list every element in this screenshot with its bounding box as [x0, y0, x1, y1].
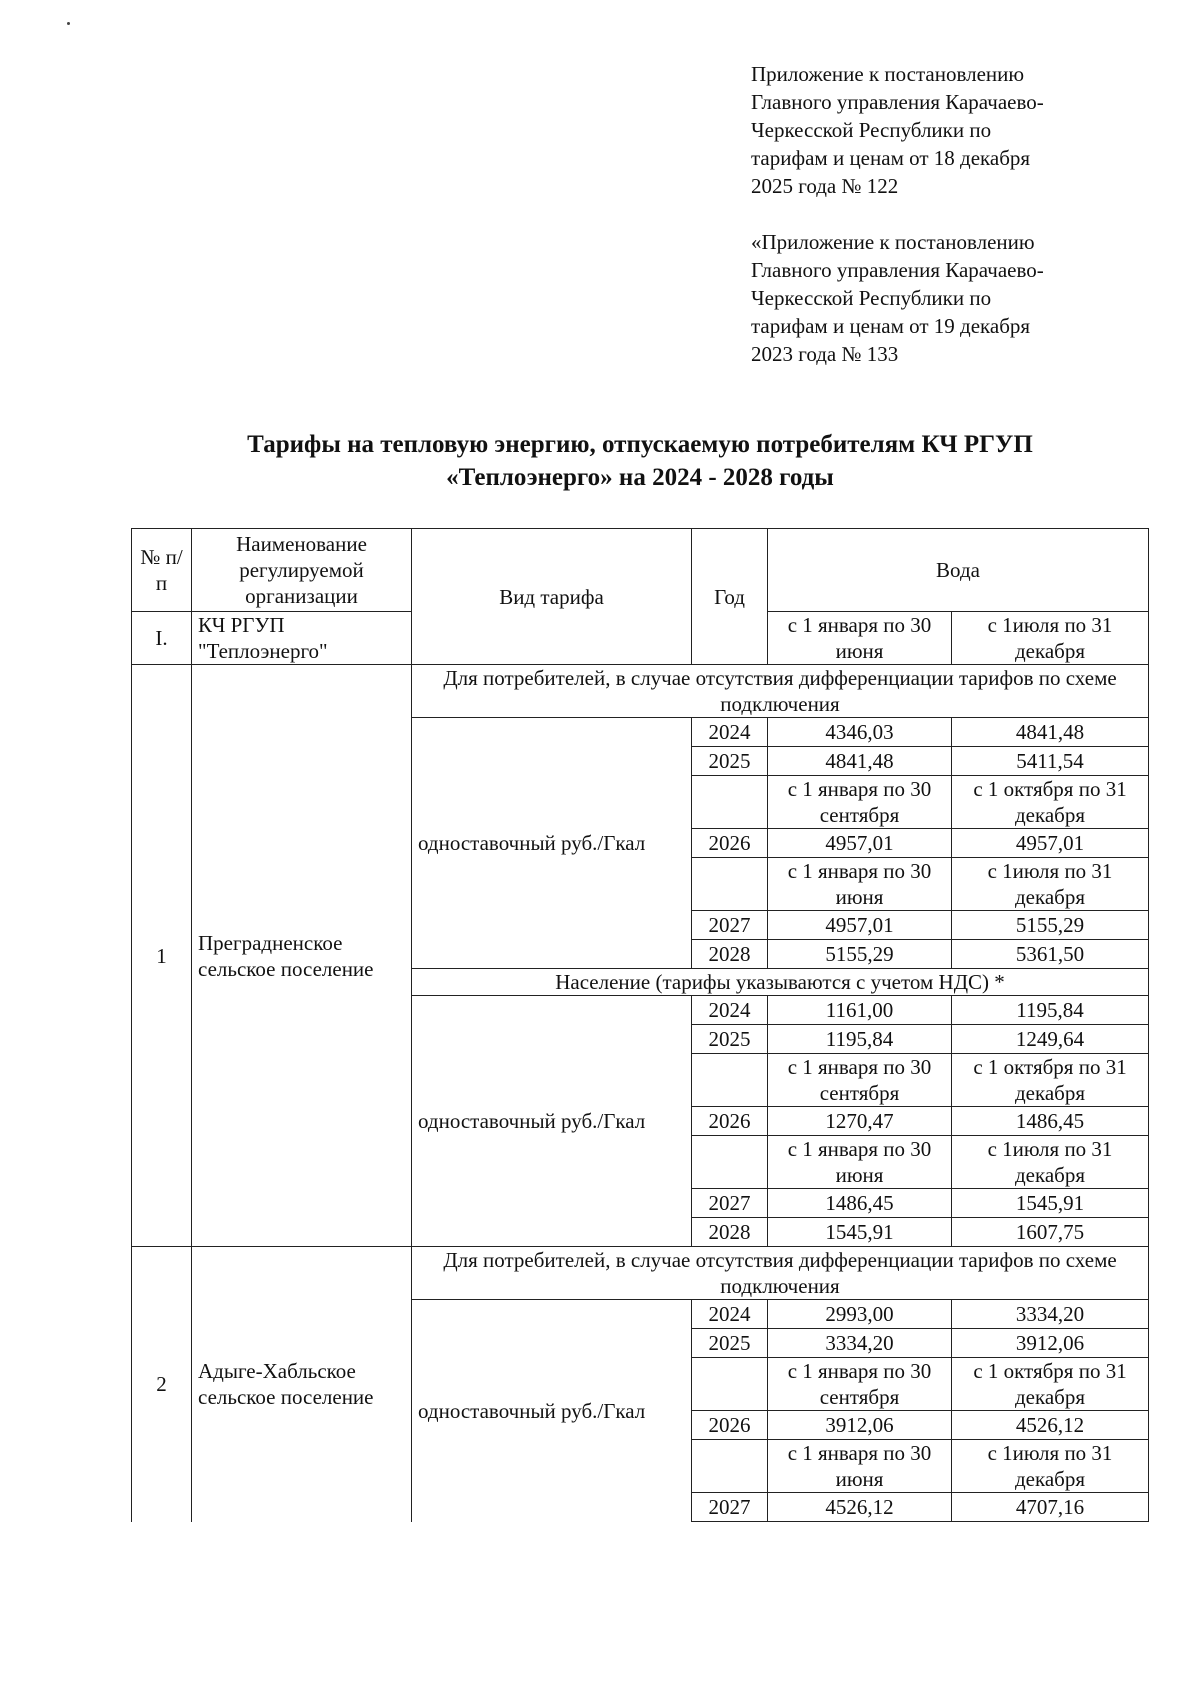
document-title [120, 428, 1160, 494]
header-year: Год [692, 529, 768, 665]
annex-line: Главного управления Карачаево- [751, 90, 1044, 114]
year-cell: 2026 [692, 1411, 768, 1440]
empty-year-cell [692, 858, 768, 911]
period-jan-sep: с 1 января по 30 сентября [768, 776, 952, 829]
value-cell: 4526,12 [768, 1493, 952, 1522]
period-h1: с 1 января по 30 июня [768, 1136, 952, 1189]
period-h1: с 1 января по 30 июня [768, 1440, 952, 1493]
period-header-h2: с 1июля по 31 декабря [952, 612, 1149, 665]
table-row [132, 1247, 1149, 1300]
year-cell: 2024 [692, 1300, 768, 1329]
period-h2: с 1июля по 31 декабря [952, 858, 1149, 911]
period-oct-dec: с 1 октября по 31 декабря [952, 1054, 1149, 1107]
org-name: КЧ РГУП "Теплоэнерго" [192, 612, 412, 665]
tariff-kind: одноставочный руб./Гкал [412, 996, 692, 1247]
tariff-kind: одноставочный руб./Гкал [412, 718, 692, 969]
value-cell: 5361,50 [952, 940, 1149, 969]
value-cell: 5155,29 [952, 911, 1149, 940]
title-line-2: «Теплоэнерго» на 2024 - 2028 годы [446, 464, 834, 491]
empty-year-cell [692, 1440, 768, 1493]
entity-name: Преградненское сельское поселение [192, 665, 412, 1247]
annex-line: тарифам и ценам от 18 декабря [751, 146, 1031, 170]
value-cell: 1486,45 [768, 1189, 952, 1218]
year-cell: 2024 [692, 718, 768, 747]
period-h2: с 1июля по 31 декабря [952, 1440, 1149, 1493]
annex-reference-current [751, 60, 1125, 200]
entity-name: Адыге-Хабльское сельское поселение [192, 1247, 412, 1522]
value-cell: 4707,16 [952, 1493, 1149, 1522]
year-cell: 2025 [692, 1025, 768, 1054]
value-cell: 3334,20 [952, 1300, 1149, 1329]
value-cell: 4957,01 [952, 829, 1149, 858]
header-water: Вода [768, 529, 1149, 612]
value-cell: 5411,54 [952, 747, 1149, 776]
value-cell: 1249,64 [952, 1025, 1149, 1054]
annex-line: Черкесской Республики по [751, 286, 992, 310]
group-heading-population: Население (тарифы указываются с учетом НДС) * [412, 969, 1149, 996]
header-tariff-type: Вид тарифа [412, 529, 692, 665]
year-cell: 2024 [692, 996, 768, 1025]
value-cell: 4957,01 [768, 911, 952, 940]
org-number: I. [132, 612, 192, 665]
period-jan-sep: с 1 января по 30 сентября [768, 1054, 952, 1107]
table-header-row [132, 529, 1149, 612]
group-heading-general: Для потребителей, в случае отсутствия дифференциации тарифов по схеме подключения [412, 1247, 1149, 1300]
period-header-h1: с 1 января по 30 июня [768, 612, 952, 665]
period-h2: с 1июля по 31 декабря [952, 1136, 1149, 1189]
year-cell: 2027 [692, 1493, 768, 1522]
tariff-table [131, 528, 1149, 1522]
period-oct-dec: с 1 октября по 31 декабря [952, 776, 1149, 829]
value-cell: 1161,00 [768, 996, 952, 1025]
value-cell: 1545,91 [952, 1189, 1149, 1218]
year-cell: 2028 [692, 1218, 768, 1247]
entity-number: 2 [132, 1247, 192, 1522]
value-cell: 1545,91 [768, 1218, 952, 1247]
annex-line: Черкесской Республики по [751, 118, 992, 142]
value-cell: 3912,06 [768, 1411, 952, 1440]
tariff-kind: одноставочный руб./Гкал [412, 1300, 692, 1522]
period-jan-sep: с 1 января по 30 сентября [768, 1358, 952, 1411]
year-cell: 2027 [692, 911, 768, 940]
table-row [132, 665, 1149, 718]
empty-year-cell [692, 1054, 768, 1107]
value-cell: 4346,03 [768, 718, 952, 747]
annex-reference-previous [751, 228, 1125, 368]
value-cell: 1607,75 [952, 1218, 1149, 1247]
annex-line: Главного управления Карачаево- [751, 258, 1044, 282]
scan-speck [67, 22, 70, 25]
period-oct-dec: с 1 октября по 31 декабря [952, 1358, 1149, 1411]
annex-line: «Приложение к постановлению [751, 230, 1035, 254]
value-cell: 1195,84 [952, 996, 1149, 1025]
value-cell: 2993,00 [768, 1300, 952, 1329]
title-line-1: Тарифы на тепловую энергию, отпускаемую потребителям КЧ РГУП [247, 431, 1033, 458]
value-cell: 4957,01 [768, 829, 952, 858]
annex-line: Приложение к постановлению [751, 62, 1025, 86]
year-cell: 2026 [692, 829, 768, 858]
entity-number: 1 [132, 665, 192, 1247]
year-cell: 2028 [692, 940, 768, 969]
year-cell: 2025 [692, 1329, 768, 1358]
empty-year-cell [692, 1358, 768, 1411]
value-cell: 1486,45 [952, 1107, 1149, 1136]
value-cell: 4841,48 [768, 747, 952, 776]
empty-year-cell [692, 1136, 768, 1189]
value-cell: 4841,48 [952, 718, 1149, 747]
value-cell: 1270,47 [768, 1107, 952, 1136]
value-cell: 3334,20 [768, 1329, 952, 1358]
year-cell: 2027 [692, 1189, 768, 1218]
year-cell: 2026 [692, 1107, 768, 1136]
group-heading-general: Для потребителей, в случае отсутствия дифференциации тарифов по схеме подключения [412, 665, 1149, 718]
value-cell: 4526,12 [952, 1411, 1149, 1440]
empty-year-cell [692, 776, 768, 829]
header-organization: Наименование регулируемой организации [192, 529, 412, 612]
value-cell: 1195,84 [768, 1025, 952, 1054]
header-number: № п/п [132, 529, 192, 612]
annex-line: тарифам и ценам от 19 декабря [751, 314, 1031, 338]
year-cell: 2025 [692, 747, 768, 776]
period-h1: с 1 января по 30 июня [768, 858, 952, 911]
annex-line: 2023 года № 133 [751, 342, 899, 366]
annex-line: 2025 года № 122 [751, 174, 899, 198]
value-cell: 5155,29 [768, 940, 952, 969]
value-cell: 3912,06 [952, 1329, 1149, 1358]
